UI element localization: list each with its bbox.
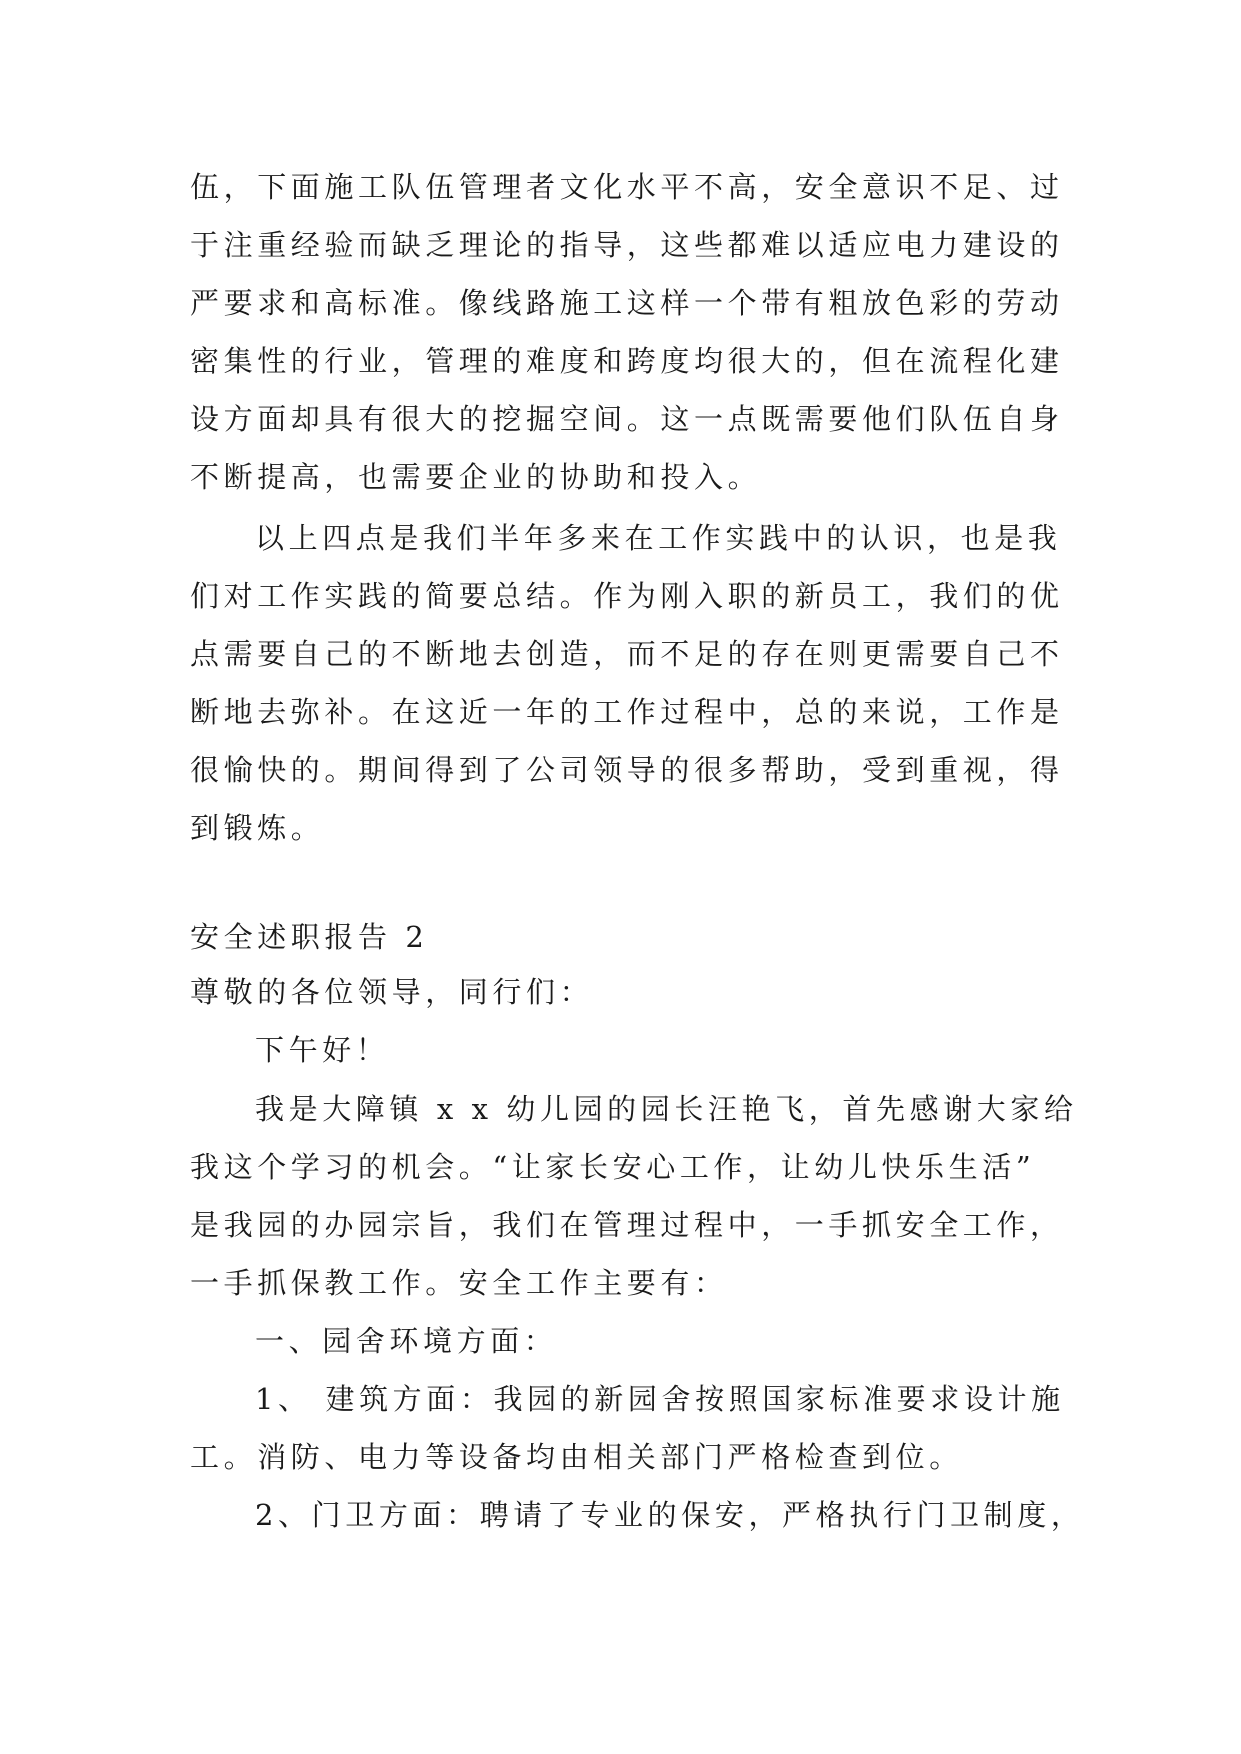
paragraph-line: 是我园的办园宗旨，我们在管理过程中，一手抓安全工作， (190, 1208, 1064, 1242)
paragraph-line: 断地去弥补。在这近一年的工作过程中，总的来说，工作是 (190, 695, 1064, 729)
paragraph-line: 伍，下面施工队伍管理者文化水平不高，安全意识不足、过 (190, 170, 1064, 204)
paragraph-line: 我是大障镇 x x 幼儿园的园长汪艳飞，首先感谢大家给 (255, 1092, 1078, 1126)
salutation: 尊敬的各位领导，同行们： (190, 975, 594, 1009)
paragraph-line: 到锻炼。 (190, 811, 325, 845)
list-item-line: 1、 建筑方面：我园的新园舍按照国家标准要求设计施 (255, 1382, 1065, 1416)
greeting: 下午好！ (255, 1033, 390, 1067)
paragraph-line: 我这个学习的机会。“让家长安心工作，让幼儿快乐生活” (190, 1150, 1036, 1184)
paragraph-line: 不断提高，也需要企业的协助和投入。 (190, 460, 762, 494)
report-title: 安全述职报告 2 (190, 920, 429, 954)
paragraph-line: 于注重经验而缺乏理论的指导，这些都难以适应电力建设的 (190, 228, 1064, 262)
list-item-line: 工。消防、电力等设备均由相关部门严格检查到位。 (190, 1440, 963, 1474)
paragraph-line: 设方面却具有很大的挖掘空间。这一点既需要他们队伍自身 (190, 402, 1064, 436)
paragraph-line: 们对工作实践的简要总结。作为刚入职的新员工，我们的优 (190, 579, 1064, 613)
list-item-line: 2、门卫方面：聘请了专业的保安，严格执行门卫制度， (255, 1498, 1085, 1532)
paragraph-line: 以上四点是我们半年多来在工作实践中的认识，也是我 (255, 521, 1062, 555)
section-heading: 一、园舍环境方面： (255, 1324, 558, 1358)
paragraph-line: 密集性的行业，管理的难度和跨度均很大的，但在流程化建 (190, 344, 1064, 378)
paragraph-line: 点需要自己的不断地去创造，而不足的存在则更需要自己不 (190, 637, 1064, 671)
paragraph-line: 严要求和高标准。像线路施工这样一个带有粗放色彩的劳动 (190, 286, 1064, 320)
paragraph-line: 很愉快的。期间得到了公司领导的很多帮助，受到重视，得 (190, 753, 1064, 787)
paragraph-line: 一手抓保教工作。安全工作主要有： (190, 1266, 728, 1300)
